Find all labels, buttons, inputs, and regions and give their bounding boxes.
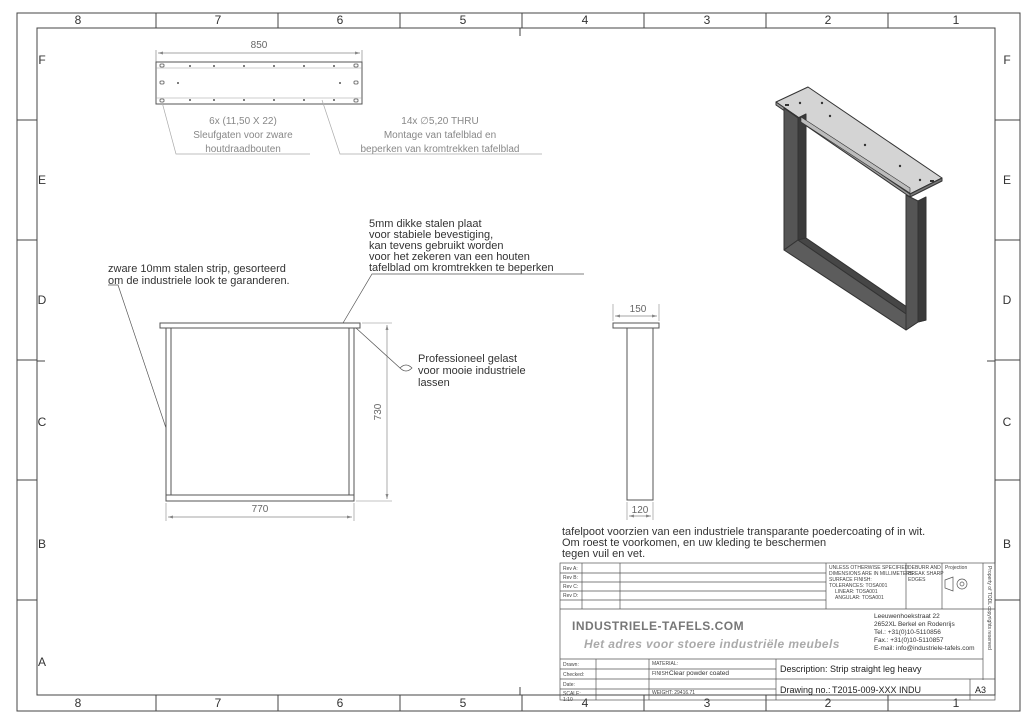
drawn-label: Drawn: — [563, 662, 579, 668]
sheet-size: A3 — [975, 685, 987, 695]
holes-note-2: Montage van tafelblad en — [383, 130, 497, 141]
side-view — [613, 304, 659, 520]
col-label-top: 2 — [824, 13, 832, 27]
plate-note-5: tafelblad om kromtrekken te beperken — [369, 262, 554, 274]
col-label-bottom: 3 — [703, 696, 711, 710]
slots-note-1: 6x (11,50 X 22) — [209, 116, 277, 127]
rev-d-label: Rev D: — [563, 593, 579, 599]
weld-note-2: voor mooie industriele — [418, 365, 526, 377]
description-value: Strip straight leg heavy — [830, 664, 922, 674]
company-slogan: Het adres voor stoere industriële meubels — [584, 637, 840, 651]
finish-value: Clear powder coated — [669, 670, 729, 677]
row-label-right: D — [1002, 293, 1012, 307]
company-logo: INDUSTRIELE-TAFELS.COM — [572, 619, 745, 633]
col-label-bottom: 1 — [952, 696, 960, 710]
plate-note-3: kan tevens gebruikt worden — [369, 240, 504, 252]
rev-b-label: Rev B: — [563, 575, 579, 581]
address-line-4: Fax.: +31(0)10-5110857 — [874, 637, 944, 644]
isometric-view — [776, 87, 942, 330]
col-label-top: 5 — [459, 13, 467, 27]
rev-a-label: Rev A: — [563, 566, 578, 572]
col-label-top: 4 — [581, 13, 589, 27]
col-label-bottom: 5 — [459, 696, 467, 710]
weight-label: WEIGHT: 29416.71 — [652, 690, 696, 696]
row-label-left: D — [37, 293, 47, 307]
plate-note-1: 5mm dikke stalen plaat — [369, 218, 482, 230]
plate-width-dim: 850 — [250, 40, 268, 51]
row-label-left: C — [37, 415, 47, 429]
deburr-line-3: EDGES — [908, 577, 926, 583]
date-label: Date: — [563, 682, 575, 688]
address-line-5: E-mail: info@industriele-tafels.com — [874, 645, 975, 652]
col-label-top: 1 — [952, 13, 960, 27]
spec-line-6: ANGULAR: TOSA001 — [835, 595, 884, 601]
coating-note-3: tegen vuil en vet. — [562, 548, 646, 560]
spec-line-4: TOLERANCES: TOSA001 — [829, 583, 888, 589]
coating-note-2: Om roest te voorkomen, en uw kleding te beschermen — [562, 537, 827, 549]
finish-label: FINISH: — [652, 671, 670, 677]
coating-note-1: tafelpoot voorzien van een industriele transparante poedercoating of in wit. — [562, 526, 926, 538]
rev-c-label: Rev C: — [563, 584, 579, 590]
material-label: MATERIAL: — [652, 661, 679, 667]
checked-label: Checked: — [563, 672, 585, 678]
plate-note-2: voor stabiele bevestiging, — [369, 229, 494, 241]
spec-line-5: LINEAR: TOSA001 — [835, 589, 878, 595]
row-label-left: A — [37, 655, 47, 669]
drawing-no-value: T2015-009-XXX INDU — [832, 685, 922, 695]
strip-note-1: zware 10mm stalen strip, gesorteerd — [108, 263, 286, 275]
spec-line-3: SURFACE FINISH: — [829, 577, 872, 583]
front-height-dim: 730 — [373, 403, 384, 421]
deburr-line-2: BREAK SHARP — [908, 571, 944, 577]
deburr-line-1: DEBURR AND — [908, 565, 941, 571]
row-label-right: F — [1003, 53, 1011, 67]
col-label-bottom: 6 — [336, 696, 344, 710]
holes-note-3: beperken van kromtrekken tafelblad — [360, 144, 520, 155]
side-top-dim: 150 — [629, 304, 647, 315]
col-label-top: 8 — [74, 13, 82, 27]
front-view — [108, 274, 584, 521]
spec-line-1: UNLESS OTHERWISE SPECIFIED: — [829, 565, 910, 571]
row-label-left: E — [37, 173, 47, 187]
col-label-top: 7 — [214, 13, 222, 27]
strip-note-2: om de industriele look te garanderen. — [108, 275, 290, 287]
side-bottom-dim: 120 — [631, 505, 649, 516]
drawing-no-label: Drawing no.: — [780, 685, 831, 695]
row-label-right: B — [1002, 537, 1012, 551]
weld-note-3: lassen — [418, 377, 450, 389]
col-label-bottom: 4 — [581, 696, 589, 710]
copyright-note: Property of TODL copyrights reserved — [986, 566, 992, 650]
row-label-left: F — [38, 53, 46, 67]
slots-note-3: houtdraadbouten — [205, 144, 281, 155]
col-label-top: 6 — [336, 13, 344, 27]
col-label-bottom: 2 — [824, 696, 832, 710]
slots-note-2: Sleufgaten voor zware — [193, 130, 293, 141]
row-label-left: B — [37, 537, 47, 551]
holes-note-1: 14x ∅5,20 THRU — [401, 116, 479, 127]
front-width-dim: 770 — [251, 504, 269, 515]
weld-note-1: Professioneel gelast — [418, 353, 518, 365]
address-line-3: Tel.: +31(0)10-5110856 — [874, 629, 941, 636]
row-label-right: C — [1002, 415, 1012, 429]
plate-note-4: voor het zekeren van een houten — [369, 251, 530, 263]
spec-line-2: DIMENSIONS ARE IN MILLIMETERS — [829, 571, 914, 577]
address-line-2: 2652XL Berkel en Rodenrijs — [874, 621, 955, 628]
address-line-1: Leeuwenhoekstraat 22 — [874, 613, 940, 620]
col-label-bottom: 7 — [214, 696, 222, 710]
row-label-right: E — [1002, 173, 1012, 187]
projection-label: Projection — [945, 565, 968, 571]
description-label: Description: — [780, 664, 828, 674]
col-label-top: 3 — [703, 13, 711, 27]
scale-label: SCALE: — [563, 691, 581, 697]
scale-value: 1:10 — [563, 697, 573, 703]
col-label-bottom: 8 — [74, 696, 82, 710]
